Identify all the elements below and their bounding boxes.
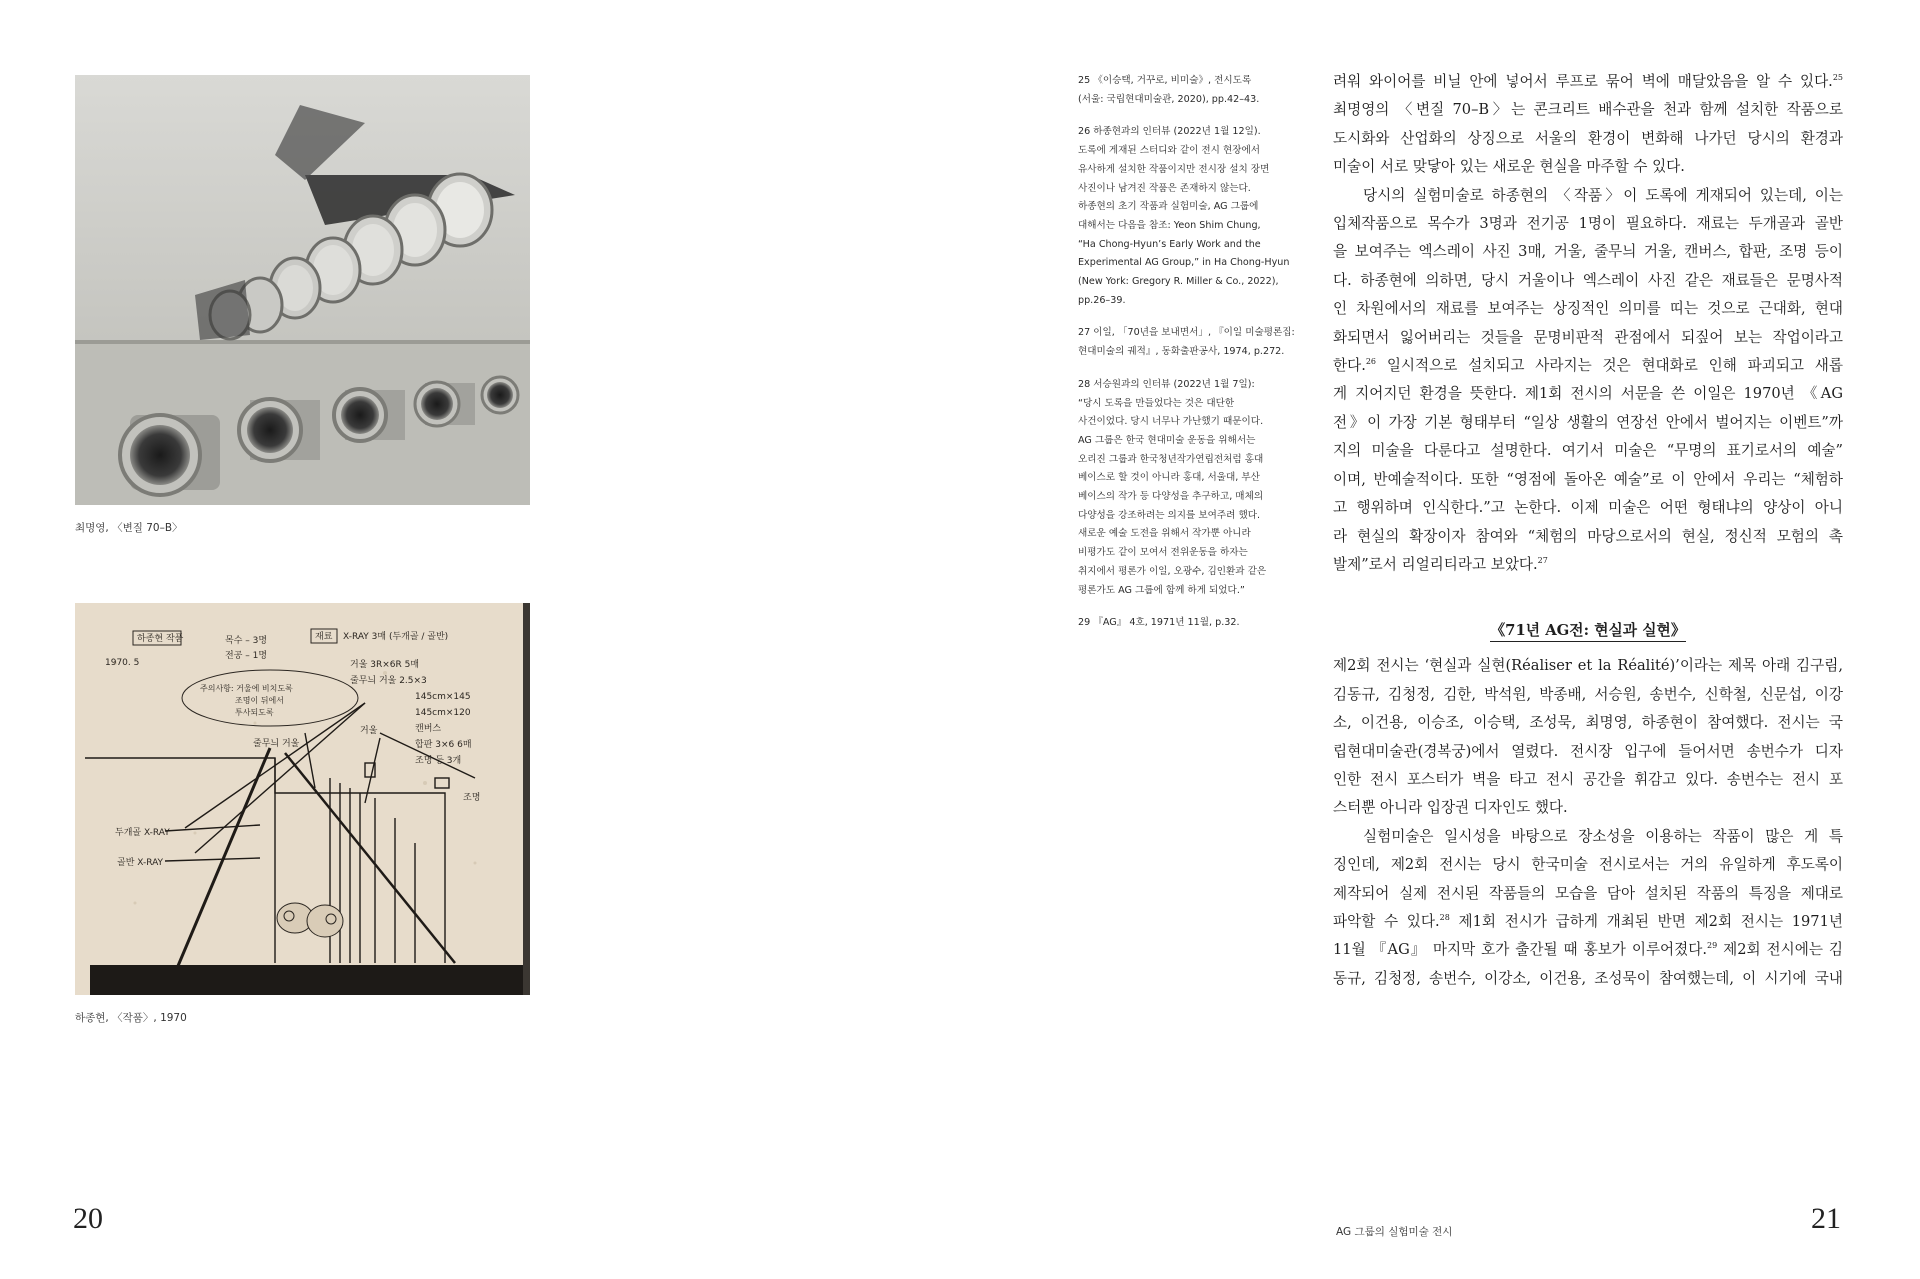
sketch-label-striped-mirror: 줄무늬 거울 [253, 739, 300, 749]
sketch-workers-2: 전공 – 1명 [225, 651, 268, 661]
sketch-materials-label: 재료 [315, 632, 333, 642]
sketch-material-2: 거울 3R×6R 5매 [350, 660, 420, 670]
footnote-25: 25 《이승택, 거꾸로, 비미술》, 전시도록 (서울: 국립현대미술관, 2020), pp.42–43. [1078, 75, 1260, 105]
sketch-cloud-2: 조명이 뒤에서 [235, 696, 284, 705]
footnote-ref-27[interactable]: 27 [1537, 556, 1548, 566]
sketch-label-light: 조명 [463, 793, 481, 803]
figure-caption: 최명영, 〈변질 70–B〉 [75, 522, 183, 534]
sketch-material-1: X-RAY 3매 (두개골 / 골반) [343, 632, 449, 642]
footnote-27: 27 이일, 「70년을 보내면서」, 『이일 미술평론집: 현대미술의 궤적』, 동화출판공사, 1974, p.272. [1078, 327, 1295, 358]
photo-concrete-pipes [75, 75, 530, 505]
sketch-material-5: 145cm×120 [415, 708, 471, 718]
figure-caption: 하종현, 〈작품〉, 1970 [75, 1012, 187, 1024]
footnote-26: 26 하종현과의 인터뷰 (2022년 1월 12일). 도록에 게재된 스터디와 같이 전시 현장에서 유사하게 설치한 작품이지만 전시장 설치 장면 사진이나 남겨진 작품은 존재하지 않는다. 하종현의 초기 작품과 실험미술, AG 그룹에 대해서는 다음을 참조: Yeon Shim Chung, “Ha Chong-Hyun’s Early Work and the Experimental AG Group,” in Ha Chong-Hyun (New York: Gregory R. Miller & Co., 2022), pp.26–39. [1078, 126, 1290, 306]
footnote-29: 29 『AG』 4호, 1971년 11월, p.32. [1078, 617, 1240, 629]
sketch-workers-1: 목수 – 3명 [225, 636, 268, 646]
paragraph-4: 실험미술은 일시성을 바탕으로 장소성을 이용하는 작품이 많은 게 특 징인데, 제2회 전시는 당시 한국미술 전시로서는 거의 유일하게 후도록이 제작되어 실제 전시된 작품들의 모습을 담아 설치된 작품의 특징을 제대로 파악할 수 있다.$^{28}$ 제1회 전시가 급하게 개최된 반면 제2회 전시는 1971년 11월 『AG』 마지막 호가 출간될 때 홍보가 이루어졌다.$^{29}$ 제2회 전시에는 김 동규, 김청정, 송번수, 이강소, 이건용, 조성묵이 참여했는데, 이 시기에 국내 [1333, 827, 1844, 987]
sketch-material-8: 조명 등 3개 [415, 756, 462, 766]
photo-installation-sketch [75, 603, 530, 995]
sketch-cloud-3: 투사되도록 [235, 708, 274, 717]
footnote-ref-25[interactable]: 25 [1832, 73, 1843, 83]
running-head: AG 그룹의 실험미술 전시 [1336, 1226, 1453, 1238]
sketch-material-6: 캔버스 [415, 724, 442, 734]
section-heading: 《71년 AG전: 현실과 실현》 [1333, 619, 1843, 640]
sketch-label-mirror: 거울 [360, 726, 378, 736]
body-text [1333, 68, 1843, 993]
page-number-right: 21 [1811, 1202, 1841, 1235]
paragraph-3: 제2회 전시는 ‘현실과 실현(Réaliser et la Réalité)’이라는 제목 아래 김구림, 김동규, 김청정, 김한, 박석원, 박종배, 서승원, 송번수, 신학철, 신문섭, 이강 소, 이건용, 이승조, 이승택, 조성묵, 최명영, 하종현이 참여했다. 전시는 국 립현대미술관(경복궁)에서 열렸다. 전시장 입구에 들어서면 송번수가 디자 인한 전시 포스터가 벽을 타고 전시 공간을 휘감고 있다. 송번수는 전시 포 스터뿐 아니라 입장권 디자인도 했다. [1333, 657, 1843, 817]
footnote-ref-29[interactable]: 29 [1706, 941, 1718, 951]
footnote-28: 28 서승원과의 인터뷰 (2022년 1월 7일): “당시 도록을 만들었다는 것은 대단한 사건이었다. 당시 너무나 가난했기 때문이다. AG 그룹은 한국 현대미술 운동을 위해서는 오리진 그룹과 한국청년작가연립전처럼 홍대 베이스로 할 것이 아니라 홍대, 서울대, 부산 베이스의 작가 등 다양성을 추구하고, 매체의 다양성을 강조하려는 의지를 보여주려 했다. 새로운 예술 도전을 위해서 작가뿐 아니라 비평가도 같이 모여서 전위운동을 하자는 취지에서 평론가 이일, 오광수, 김인환과 같은 평론가도 AG 그룹에 함께 하게 되었다.” [1078, 378, 1267, 596]
paragraph-1: 려워 와이어를 비닐 안에 넣어서 루프로 묶어 벽에 매달았음을 알 수 있다.$^{25}$ 최명영의 〈변질 70–B〉는 콘크리트 배수관을 천과 함께 설치한 작품으로 도시화와 산업화의 상징으로 서울의 환경이 변화해 나가던 당시의 환경과 미술이 서로 맞닿아 있는 새로운 현실을 마주할 수 있다. [1333, 73, 1843, 176]
sketch-label-pelvis-xray: 골반 X-RAY [117, 858, 164, 868]
sketch-date: 1970. 5 [105, 658, 140, 668]
sketch-label-skull-xray: 두개골 X-RAY [115, 828, 170, 838]
footnote-ref-26[interactable]: 26 [1365, 357, 1377, 367]
page-number-left: 20 [73, 1202, 103, 1235]
sketch-material-4: 145cm×145 [415, 692, 471, 702]
sketch-title: 하종현 작품 [137, 634, 184, 644]
footnotes [1078, 72, 1295, 647]
sketch-material-3: 줄무늬 거울 2.5×3 [350, 676, 427, 686]
sketch-material-7: 합판 3×6 6매 [415, 740, 472, 750]
sketch-cloud-1: 주의사항: 거울에 비치도록 [200, 684, 293, 693]
paragraph-2: 당시의 실험미술로 하종현의 〈작품〉이 도록에 게재되어 있는데, 이는 입체작품으로 목수가 3명과 전기공 1명이 필요하다. 재료는 두개골과 골반 을 보여주는 엑스레이 사진 3매, 거울, 줄무늬 거울, 캔버스, 합판, 조명 등이 다. 하종현에 의하면, 당시 거울이나 엑스레이 사진 같은 재료들은 문명사적 인 차원에서의 재료를 보여주는 상징적인 의미를 띠는 것으로 근대화, 현대 화되면서 잃어버리는 것들을 문명비판적 관점에서 되짚어 보는 작업이라고 한다.$^{26}$ 일시적으로 설치되고 사라지는 것은 현대화로 인해 파괴되고 새롭 게 지어지던 환경을 뜻한다. 제1회 전시의 서문을 쓴 이일은 1970년 《AG 전》이 가장 기본 형태부터 “일상 생활의 연장선 안에서 벌어지는 이벤트”까 지의 미술을 다룬다고 설명한다. 여기서 미술은 “무명의 표기로서의 예술” 이며, 반예술적이다. 또한 “영점에 돌아온 예술”로 이 안에서 우리는 “체험하 고 행위하며 인식한다.”고 논한다. 이제 미술은 어떤 형태냐의 양상이 아니 라 현실의 확장이자 참여와 “체험의 마당으로서의 현실, 정신적 모험의 촉 발제”로서 리얼리티라고 보았다.$^{27}$ [1333, 186, 1843, 573]
footnote-ref-28[interactable]: 28 [1439, 913, 1450, 923]
